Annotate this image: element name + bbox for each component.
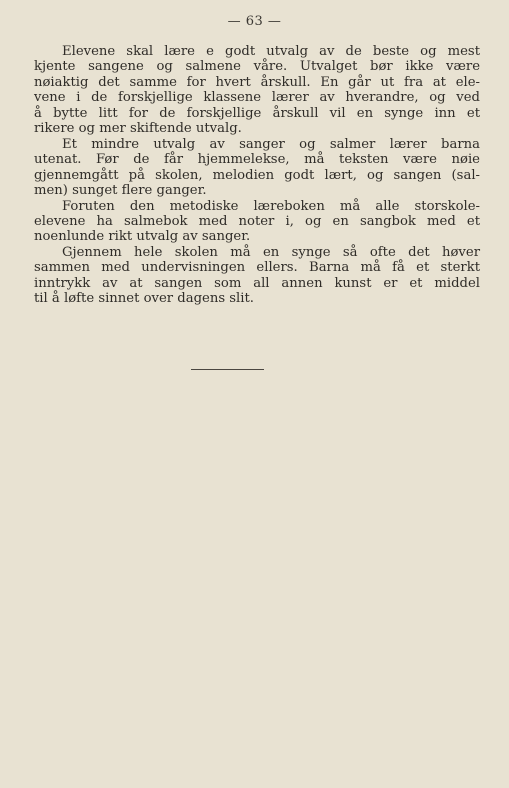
text-line: Foruten den metodiske læreboken må alle storskole-: [62, 198, 480, 214]
text-line: vene i de forskjellige klassene lærer av hverandre, og ved: [34, 90, 480, 106]
text-line: inntrykk av at sangen som all annen kunst er et middel: [34, 275, 480, 291]
text-line: sammen med undervisningen ellers. Barna må få et sterkt: [34, 260, 480, 276]
text-line: noenlunde rikt utvalg av sanger.: [34, 229, 251, 245]
text-line: til å løfte sinnet over dagens slit.: [34, 291, 254, 307]
body-text: [34, 44, 480, 307]
page-number: — 63 —: [227, 14, 282, 29]
text-line: Gjennem hele skolen må en synge så ofte det høver: [62, 244, 480, 260]
text-line: elevene ha salmebok med noter i, og en sangbok med et: [34, 213, 480, 229]
text-line: men) sunget flere ganger.: [34, 183, 207, 199]
text-line: Elevene skal lære e godt utvalg av de beste og mest: [62, 44, 480, 59]
text-line: å bytte litt for de forskjellige årskull vil en synge inn et: [34, 105, 480, 121]
text-line: utenat. Før de får hjemmelekse, må teksten være nøie: [34, 152, 480, 168]
text-line: nøiaktig det samme for hvert årskull. En går ut fra at ele-: [34, 74, 480, 90]
text-line: kjente sangene og salmene våre. Utvalget bør ikke være: [34, 59, 480, 75]
text-line: Et mindre utvalg av sanger og salmer lærer barna: [62, 136, 480, 152]
section-end-rule: [191, 369, 264, 370]
text-line: rikere og mer skiftende utvalg.: [34, 121, 242, 137]
text-line: gjennemgått på skolen, melodien godt lært, og sangen (sal-: [34, 167, 480, 183]
